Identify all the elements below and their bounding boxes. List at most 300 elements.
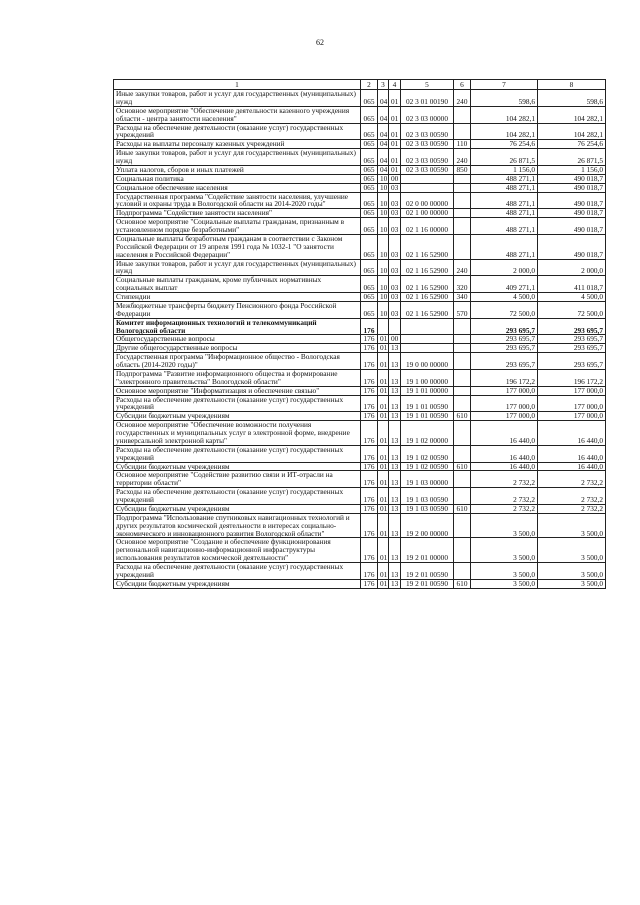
cell-target-article: 19 1 03 00000 [401,471,454,488]
cell-amount-1: 293 695,7 [471,344,538,353]
cell-subsection: 03 [389,209,401,218]
cell-subsection: 13 [389,445,401,462]
cell-expense-type: 340 [454,293,471,302]
cell-subsection: 13 [389,563,401,580]
cell-amount-1: 2 732,2 [471,471,538,488]
cell-amount-2: 490 018,7 [538,174,606,183]
cell-amount-1: 177 000,0 [471,412,538,421]
cell-section: 01 [378,462,389,471]
table-row [114,293,606,302]
cell-expense-type: 850 [454,165,471,174]
cell-expense-type [454,318,471,335]
cell-section: 10 [378,192,389,209]
cell-ministry-code: 176 [361,513,378,538]
page-number: 62 [316,38,324,47]
cell-name: Основное мероприятие "Обеспечение деятельности казенного учреждения области - центра занятости населения" [114,106,361,123]
table-row [114,165,606,174]
cell-name: Государственная программа "Информационное общество - Вологодская область (2014-2020 годы)" [114,353,361,370]
table-row [114,563,606,580]
cell-name: Расходы на выплаты персоналу казенных учреждений [114,140,361,149]
table-row [114,579,606,588]
cell-name: Субсидии бюджетным учреждениям [114,504,361,513]
cell-subsection: 01 [389,123,401,140]
cell-target-article [401,335,454,344]
cell-target-article: 19 1 02 00000 [401,421,454,446]
cell-name: Общегосударственные вопросы [114,335,361,344]
cell-target-article [401,174,454,183]
cell-section: 10 [378,259,389,276]
cell-expense-type [454,353,471,370]
table-row [114,538,606,563]
cell-subsection: 13 [389,504,401,513]
column-header: 1 [114,80,361,90]
cell-name: Иные закупки товаров, работ и услуг для государственных (муниципальных) нужд [114,149,361,166]
cell-section: 04 [378,140,389,149]
table-row [114,234,606,259]
cell-section: 10 [378,174,389,183]
cell-expense-type: 570 [454,301,471,318]
cell-section: 01 [378,538,389,563]
cell-expense-type [454,369,471,386]
cell-expense-type [454,218,471,235]
cell-expense-type [454,471,471,488]
cell-target-article: 02 3 03 00590 [401,165,454,174]
cell-target-article: 19 1 01 00590 [401,395,454,412]
cell-amount-2: 1 156,0 [538,165,606,174]
cell-ministry-code: 176 [361,445,378,462]
cell-section: 01 [378,412,389,421]
cell-subsection: 03 [389,192,401,209]
cell-amount-2: 490 018,7 [538,234,606,259]
cell-section: 01 [378,563,389,580]
table-row [114,504,606,513]
cell-amount-2: 2 732,2 [538,488,606,505]
cell-amount-2: 196 172,2 [538,369,606,386]
table-row [114,462,606,471]
cell-name: Социальная политика [114,174,361,183]
cell-expense-type [454,209,471,218]
cell-target-article: 02 1 00 00000 [401,209,454,218]
cell-amount-1: 488 271,1 [471,192,538,209]
cell-name: Другие общегосударственные вопросы [114,344,361,353]
cell-target-article: 19 0 00 00000 [401,353,454,370]
cell-amount-2: 104 282,1 [538,123,606,140]
cell-amount-1: 196 172,2 [471,369,538,386]
cell-target-article [401,344,454,353]
cell-amount-2: 3 500,0 [538,513,606,538]
cell-target-article: 19 1 03 00590 [401,504,454,513]
cell-name: Основное мероприятие "Обеспечение возможности получения государственных и муниципальных услуг в электронной форме, внедрение универсальной электронной карты" [114,421,361,446]
cell-target-article: 02 1 16 52900 [401,234,454,259]
cell-subsection: 01 [389,149,401,166]
cell-expense-type [454,123,471,140]
table-row [114,386,606,395]
cell-target-article: 02 1 16 52900 [401,259,454,276]
cell-ministry-code: 065 [361,165,378,174]
cell-amount-2: 177 000,0 [538,412,606,421]
cell-target-article: 19 1 03 00590 [401,488,454,505]
cell-subsection: 13 [389,421,401,446]
cell-subsection: 00 [389,335,401,344]
cell-amount-1: 488 271,1 [471,183,538,192]
cell-subsection: 03 [389,301,401,318]
cell-subsection [389,318,401,335]
cell-section: 10 [378,209,389,218]
cell-amount-1: 16 440,0 [471,445,538,462]
cell-section: 01 [378,579,389,588]
cell-subsection: 13 [389,462,401,471]
cell-section: 01 [378,395,389,412]
cell-ministry-code: 065 [361,90,378,107]
cell-ministry-code: 176 [361,344,378,353]
cell-amount-1: 598,6 [471,90,538,107]
cell-expense-type: 110 [454,140,471,149]
cell-ministry-code: 176 [361,504,378,513]
cell-target-article: 02 3 03 00590 [401,140,454,149]
cell-expense-type [454,421,471,446]
table-row [114,183,606,192]
cell-amount-2: 293 695,7 [538,335,606,344]
cell-expense-type: 320 [454,276,471,293]
cell-ministry-code: 176 [361,579,378,588]
table-row [114,106,606,123]
table-row [114,140,606,149]
cell-section [378,318,389,335]
cell-amount-1: 3 500,0 [471,563,538,580]
cell-expense-type [454,192,471,209]
cell-subsection: 03 [389,183,401,192]
table-body [114,90,606,589]
table-row [114,192,606,209]
cell-expense-type: 610 [454,412,471,421]
cell-ministry-code: 065 [361,174,378,183]
cell-name: Социальное обеспечение населения [114,183,361,192]
table-row [114,276,606,293]
table-row [114,149,606,166]
cell-target-article: 02 1 16 52900 [401,301,454,318]
cell-section: 10 [378,218,389,235]
cell-name: Подпрограмма "Использование спутниковых навигационных технологий и других результатов космической деятельности в интересах социально-экономического и инновационного развития Вологодской области" [114,513,361,538]
cell-subsection: 13 [389,412,401,421]
cell-ministry-code: 065 [361,149,378,166]
cell-ministry-code: 176 [361,421,378,446]
cell-expense-type: 240 [454,149,471,166]
cell-expense-type [454,563,471,580]
cell-name: Основное мероприятие "Социальные выплаты гражданам, признанным в установленном порядке безработными" [114,218,361,235]
table-row [114,174,606,183]
cell-ministry-code: 176 [361,488,378,505]
cell-section: 01 [378,488,389,505]
cell-ministry-code: 176 [361,412,378,421]
cell-subsection: 03 [389,218,401,235]
cell-amount-1: 16 440,0 [471,421,538,446]
cell-name: Государственная программа "Содействие занятости населения, улучшение условий и охраны труда в Вологодской области на 2014-2020 годы" [114,192,361,209]
table-row [114,218,606,235]
cell-ministry-code: 065 [361,106,378,123]
cell-section: 10 [378,301,389,318]
cell-expense-type [454,183,471,192]
cell-expense-type [454,445,471,462]
cell-ministry-code: 176 [361,471,378,488]
cell-amount-2: 3 500,0 [538,579,606,588]
cell-name: Уплата налогов, сборов и иных платежей [114,165,361,174]
cell-ministry-code: 065 [361,192,378,209]
cell-section: 10 [378,183,389,192]
cell-name: Основное мероприятие "Содействие развитию связи и ИТ-отрасли на территории области" [114,471,361,488]
cell-amount-2: 3 500,0 [538,538,606,563]
column-header: 4 [389,80,401,90]
cell-name: Субсидии бюджетным учреждениям [114,412,361,421]
cell-amount-2: 2 732,2 [538,504,606,513]
table-row [114,353,606,370]
cell-amount-1: 104 282,1 [471,106,538,123]
column-header: 5 [401,80,454,90]
cell-section: 10 [378,276,389,293]
table-row [114,421,606,446]
cell-subsection: 01 [389,106,401,123]
cell-amount-1: 488 271,1 [471,209,538,218]
column-header: 8 [538,80,606,90]
cell-amount-1: 104 282,1 [471,123,538,140]
cell-target-article: 02 3 03 00590 [401,123,454,140]
table-row [114,301,606,318]
cell-amount-2: 26 871,5 [538,149,606,166]
cell-amount-1: 177 000,0 [471,386,538,395]
cell-amount-2: 16 440,0 [538,421,606,446]
cell-amount-1: 409 271,1 [471,276,538,293]
cell-ministry-code: 065 [361,123,378,140]
cell-target-article [401,183,454,192]
cell-subsection: 03 [389,259,401,276]
table-row [114,471,606,488]
cell-target-article: 02 0 00 00000 [401,192,454,209]
cell-expense-type [454,386,471,395]
cell-ministry-code: 065 [361,276,378,293]
cell-section: 01 [378,504,389,513]
cell-target-article: 19 1 02 00590 [401,445,454,462]
budget-table [113,79,606,589]
cell-section: 01 [378,335,389,344]
table-row [114,90,606,107]
cell-ministry-code: 176 [361,353,378,370]
table-row [114,123,606,140]
cell-name: Основное мероприятие "Информатизация и обеспечение связью" [114,386,361,395]
cell-target-article: 19 2 01 00590 [401,563,454,580]
cell-ministry-code: 176 [361,318,378,335]
cell-section: 01 [378,386,389,395]
cell-section: 01 [378,344,389,353]
cell-target-article: 19 1 00 00000 [401,369,454,386]
cell-expense-type: 610 [454,462,471,471]
cell-amount-2: 104 282,1 [538,106,606,123]
cell-name: Подпрограмма "Содействие занятости населения" [114,209,361,218]
column-header: 6 [454,80,471,90]
table-row [114,259,606,276]
cell-subsection: 01 [389,140,401,149]
cell-target-article: 02 3 03 00000 [401,106,454,123]
cell-expense-type [454,335,471,344]
cell-amount-2: 177 000,0 [538,386,606,395]
cell-section: 01 [378,471,389,488]
cell-section: 04 [378,149,389,166]
cell-expense-type [454,174,471,183]
cell-amount-1: 26 871,5 [471,149,538,166]
table-row [114,513,606,538]
cell-ministry-code: 176 [361,462,378,471]
cell-expense-type [454,488,471,505]
cell-amount-1: 3 500,0 [471,513,538,538]
cell-amount-1: 16 440,0 [471,462,538,471]
cell-amount-2: 293 695,7 [538,353,606,370]
cell-section: 10 [378,293,389,302]
cell-name: Расходы на обеспечение деятельности (оказание услуг) государственных учреждений [114,488,361,505]
cell-section: 01 [378,421,389,446]
cell-subsection: 01 [389,90,401,107]
cell-amount-2: 490 018,7 [538,218,606,235]
table-row [114,369,606,386]
cell-ministry-code: 065 [361,293,378,302]
cell-amount-2: 16 440,0 [538,462,606,471]
cell-expense-type [454,344,471,353]
cell-subsection: 13 [389,386,401,395]
table-row [114,209,606,218]
cell-amount-1: 488 271,1 [471,234,538,259]
table-row [114,318,606,335]
cell-ministry-code: 176 [361,563,378,580]
cell-expense-type [454,513,471,538]
table-row [114,445,606,462]
cell-expense-type [454,234,471,259]
cell-amount-2: 293 695,7 [538,318,606,335]
cell-name: Социальные выплаты безработным гражданам в соответствии с Законом Российской Федерации от 19 апреля 1991 года № 1032-1 "О занятости населения в Российской Федерации" [114,234,361,259]
cell-target-article: 19 1 02 00590 [401,462,454,471]
cell-amount-2: 490 018,7 [538,192,606,209]
cell-subsection: 13 [389,471,401,488]
cell-target-article: 02 1 16 52900 [401,276,454,293]
cell-name: Основное мероприятие "Создание и обеспечение функционирования региональной навигационно-информационной инфраструктуры использования результатов космической деятельности" [114,538,361,563]
cell-name: Иные закупки товаров, работ и услуг для государственных (муниципальных) нужд [114,259,361,276]
cell-amount-2: 2 000,0 [538,259,606,276]
cell-subsection: 13 [389,579,401,588]
cell-name: Субсидии бюджетным учреждениям [114,462,361,471]
cell-subsection: 13 [389,538,401,563]
cell-target-article: 02 3 03 00590 [401,149,454,166]
cell-ministry-code: 065 [361,259,378,276]
cell-subsection: 03 [389,293,401,302]
cell-name: Комитет информационных технологий и телекоммуникаций Вологодской области [114,318,361,335]
column-header: 2 [361,80,378,90]
cell-ministry-code: 065 [361,234,378,259]
cell-target-article: 19 1 01 00000 [401,386,454,395]
cell-amount-1: 3 500,0 [471,538,538,563]
cell-amount-2: 16 440,0 [538,445,606,462]
cell-expense-type [454,395,471,412]
table-row [114,488,606,505]
cell-expense-type [454,106,471,123]
cell-name: Расходы на обеспечение деятельности (оказание услуг) государственных учреждений [114,395,361,412]
cell-expense-type: 610 [454,504,471,513]
cell-target-article: 19 2 00 00000 [401,513,454,538]
cell-name: Иные закупки товаров, работ и услуг для государственных (муниципальных) нужд [114,90,361,107]
table-row [114,412,606,421]
table-row [114,335,606,344]
cell-expense-type: 610 [454,579,471,588]
table-row [114,395,606,412]
cell-target-article: 02 1 16 52900 [401,293,454,302]
cell-amount-1: 3 500,0 [471,579,538,588]
cell-amount-1: 488 271,1 [471,218,538,235]
cell-amount-2: 3 500,0 [538,563,606,580]
cell-section: 01 [378,445,389,462]
cell-section: 10 [378,234,389,259]
column-header: 3 [378,80,389,90]
cell-name: Расходы на обеспечение деятельности (оказание услуг) государственных учреждений [114,123,361,140]
cell-amount-1: 2 732,2 [471,488,538,505]
cell-ministry-code: 065 [361,183,378,192]
cell-amount-2: 490 018,7 [538,209,606,218]
cell-target-article: 19 2 01 00590 [401,579,454,588]
cell-expense-type: 240 [454,259,471,276]
cell-subsection: 13 [389,395,401,412]
cell-ministry-code: 176 [361,369,378,386]
cell-ministry-code: 176 [361,395,378,412]
cell-name: Подпрограмма "Развитие информационного общества и формирование "электронного правительства" Вологодской области" [114,369,361,386]
cell-amount-2: 411 018,7 [538,276,606,293]
cell-name: Стипендии [114,293,361,302]
cell-ministry-code: 176 [361,538,378,563]
cell-subsection: 13 [389,353,401,370]
cell-ministry-code: 065 [361,209,378,218]
cell-subsection: 13 [389,344,401,353]
cell-section: 04 [378,90,389,107]
cell-subsection: 13 [389,513,401,538]
cell-target-article: 19 1 01 00590 [401,412,454,421]
cell-amount-1: 177 000,0 [471,395,538,412]
cell-amount-2: 76 254,6 [538,140,606,149]
cell-target-article: 02 3 01 00190 [401,90,454,107]
cell-ministry-code: 065 [361,301,378,318]
cell-name: Субсидии бюджетным учреждениям [114,579,361,588]
cell-amount-1: 76 254,6 [471,140,538,149]
cell-amount-1: 1 156,0 [471,165,538,174]
header-row [114,80,606,90]
cell-subsection: 03 [389,276,401,293]
cell-name: Расходы на обеспечение деятельности (оказание услуг) государственных учреждений [114,563,361,580]
cell-section: 01 [378,353,389,370]
cell-expense-type [454,538,471,563]
cell-section: 01 [378,369,389,386]
cell-name: Расходы на обеспечение деятельности (оказание услуг) государственных учреждений [114,445,361,462]
cell-section: 04 [378,165,389,174]
cell-amount-1: 488 271,1 [471,174,538,183]
cell-amount-1: 72 500,0 [471,301,538,318]
cell-amount-2: 490 018,7 [538,183,606,192]
cell-amount-2: 2 732,2 [538,471,606,488]
cell-ministry-code: 176 [361,386,378,395]
cell-amount-2: 177 000,0 [538,395,606,412]
cell-ministry-code: 176 [361,335,378,344]
table-row [114,344,606,353]
cell-amount-1: 4 500,0 [471,293,538,302]
cell-target-article: 19 2 01 00000 [401,538,454,563]
cell-amount-2: 4 500,0 [538,293,606,302]
cell-section: 04 [378,123,389,140]
cell-subsection: 13 [389,369,401,386]
cell-ministry-code: 065 [361,140,378,149]
cell-amount-1: 293 695,7 [471,335,538,344]
cell-subsection: 13 [389,488,401,505]
cell-subsection: 03 [389,234,401,259]
